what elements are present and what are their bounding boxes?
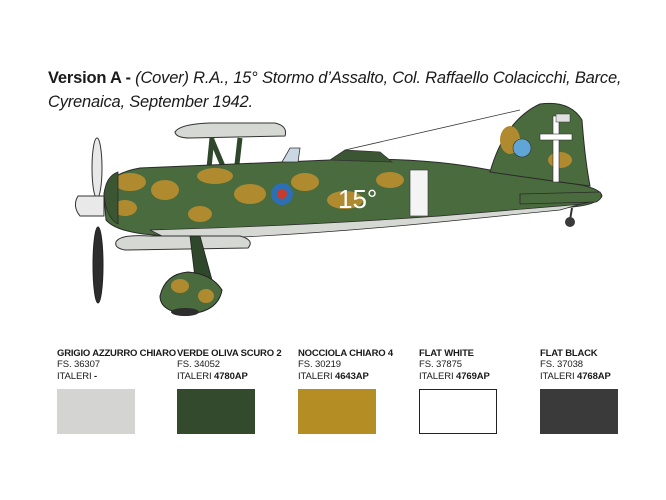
fs-line: [540, 359, 632, 371]
color-chip: [298, 389, 376, 434]
fs-line: [298, 359, 390, 371]
fs-line: [57, 359, 149, 371]
fs-number: 37875: [436, 359, 462, 370]
italeri-label: ITALERI: [419, 371, 454, 382]
fs-number: 30219: [315, 359, 341, 370]
swatch-flat-black: [540, 348, 632, 434]
fs-line: [419, 359, 511, 371]
italeri-label: ITALERI: [298, 371, 333, 382]
fs-number: 37038: [557, 359, 583, 370]
italeri-code: -: [94, 371, 98, 382]
italeri-code: 4768AP: [577, 371, 611, 382]
tail-wheel: [565, 208, 575, 227]
version-label: Version A -: [48, 69, 136, 87]
swatch-name: NOCCIOLA CHIARO 4: [298, 348, 393, 359]
swatch-name: FLAT WHITE: [419, 348, 474, 359]
swatch-name: VERDE OLIVA SCURO 2: [177, 348, 282, 359]
italeri-line: [419, 371, 511, 383]
italeri-line: [57, 371, 149, 383]
swatch-name: FLAT BLACK: [540, 348, 598, 359]
color-chip: [177, 389, 255, 434]
swatch-verde-oliva-scuro-2: [177, 348, 282, 434]
fuselage-roundel: [271, 183, 293, 205]
fs-line: [177, 359, 269, 371]
swatch-flat-white: [419, 348, 511, 434]
italeri-label: ITALERI: [177, 371, 212, 382]
swatch-nocciola-chiaro-4: [298, 348, 393, 434]
italeri-label: ITALERI: [57, 371, 92, 382]
upper-wing: [175, 123, 286, 138]
propeller: [75, 138, 104, 303]
fs-label: FS.: [177, 359, 192, 370]
aircraft-profile-illustration: [0, 90, 666, 340]
lower-wing: [116, 236, 251, 250]
italeri-code: 4780AP: [214, 371, 248, 382]
fs-label: FS.: [57, 359, 72, 370]
italeri-label: ITALERI: [540, 371, 575, 382]
color-chip: [57, 389, 135, 434]
italeri-code: 4769AP: [456, 371, 490, 382]
cover-note: (Cover): [135, 69, 189, 87]
fs-number: 34052: [194, 359, 220, 370]
italeri-code: 4643AP: [335, 371, 369, 382]
horizontal-stabilizer: [520, 192, 601, 204]
swatch-grigio-azzurro-chiaro: [57, 348, 176, 434]
italeri-line: [177, 371, 269, 383]
tail-fin: [490, 103, 590, 186]
fs-label: FS.: [419, 359, 434, 370]
cockpit-canopy: [282, 148, 392, 162]
version-description: R.A., 15° Stormo d’Assalto, Col. Raffaello Colacicchi, Barce, Cyrenaica, September 1942.: [48, 69, 622, 111]
italeri-line: [540, 371, 632, 383]
italeri-line: [298, 371, 390, 383]
fs-number: 36307: [74, 359, 100, 370]
color-chip: [540, 389, 618, 434]
antenna-wire: [345, 110, 520, 150]
fs-label: FS.: [298, 359, 313, 370]
fuselage-code: 15°: [338, 184, 378, 214]
color-chip: [419, 389, 497, 434]
swatch-name: GRIGIO AZZURRO CHIARO: [57, 348, 176, 359]
fs-label: FS.: [540, 359, 555, 370]
